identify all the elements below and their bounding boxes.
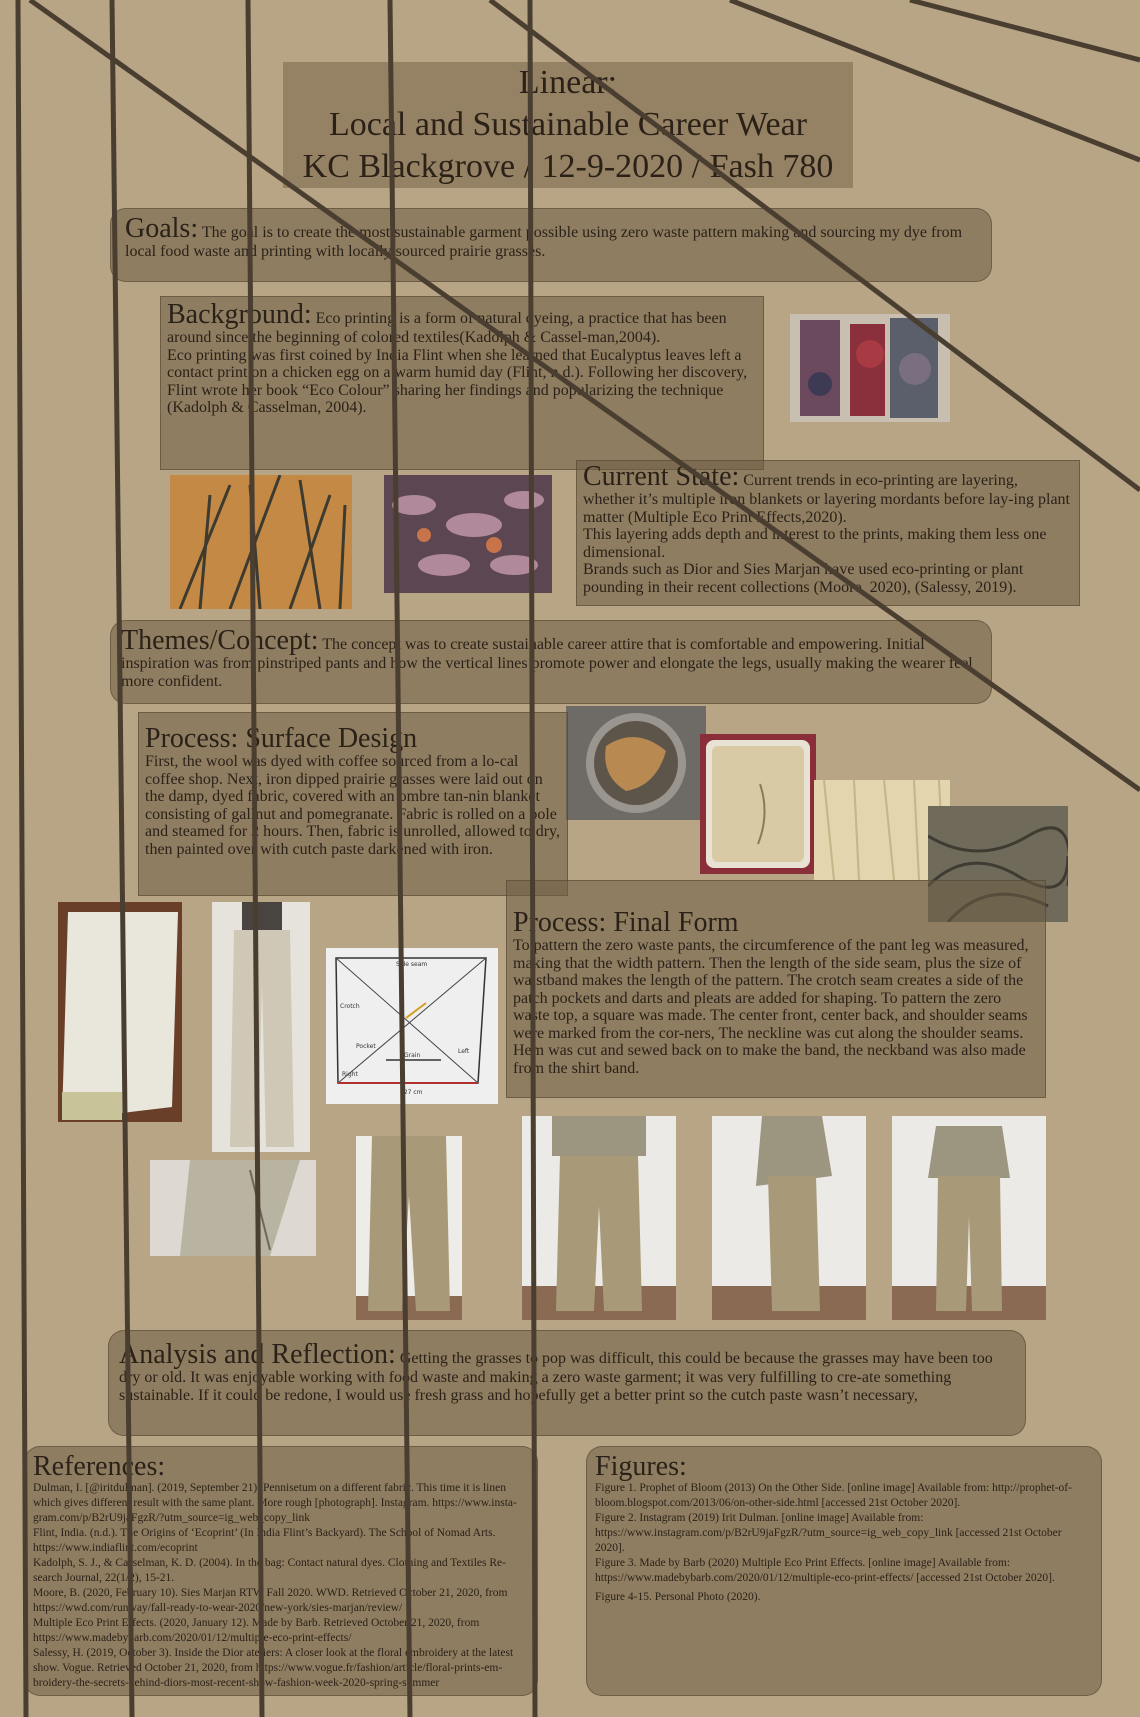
- outfit-back-photo: [892, 1116, 1046, 1320]
- dye-pot-photo: [566, 706, 706, 820]
- soaking-tray-photo: [700, 734, 816, 874]
- reference-item: Salessy, H. (2019, October 3). Inside the Dior ateliers: A closer look at the floral embroidery at the latest show. Vogue. Retrieved October 21, 2020, from https://www.vogue.fr/fashion/article/floral-prints-em-broidery-the-secrets-behind-diors-most-recent-show-fashion-week-2020-spring-summer: [33, 1647, 514, 1689]
- title-line-3: KC Blackgrove / 12-9-2020 / Fash 780: [302, 148, 834, 185]
- surface-design-heading: Process: Surface Design: [145, 723, 418, 754]
- figures-section: [586, 1446, 1102, 1696]
- poster-title: [283, 62, 853, 188]
- background-text-2: Eco printing was first coined by India Flint when she learned that Eucalyptus leaves left a contact print on a chicken egg on a warm humid day (Flint, n.d.). Following her discovery, Flint wrote her book “Eco Colour” sharing her findings and popularizing the technique (Kadolph & Casselman, 2004).: [167, 346, 748, 416]
- figures-heading: Figures:: [595, 1451, 687, 1482]
- goals-text: The goal is to create the most sustainable garment possible using zero waste pattern making and sourcing my dye from local food waste and printing with locally sourced prairie grasses.: [125, 224, 963, 260]
- pattern-label-side-seam: Side seam: [396, 961, 428, 968]
- figure-credit: Figure 2. Instagram (2019) Irit Dulman. [online image] Available from: https://www.instagram.com/p/B2rU9jaFgzR/?utm_source=ig_web_copy_link [accessed 21st October 2020].: [595, 1512, 1062, 1554]
- analysis-heading: Analysis and Reflection:: [119, 1339, 396, 1370]
- reference-item: Kadolph, S. J., & Casselman, K. D. (2004). In the bag: Contact natural dyes. Clothing and Textiles Re-search Journal, 22(1/2), 15-21.: [33, 1557, 506, 1584]
- pattern-label-pocket: Pocket: [356, 1043, 376, 1050]
- pattern-diagram: [326, 948, 498, 1104]
- pattern-label-width: 127 cm: [400, 1089, 423, 1096]
- final-form-section: [506, 880, 1046, 1098]
- final-form-text: To pattern the zero waste pants, the circumference of the pant leg was measured, making that the width pattern. Then the length of the side seam, plus the size of waistband makes the length of the pattern. The crotch seam creates a side of the patch pockets and darts and pleats are added for shaping. To pattern the zero waste top, a square was made. The center front, center back, and shoulder seams were marked from the cor-ners, The neckline was cut along the shoulder seams. Hem was cut and sewed back on to make the band, the neckband was also made from the shirt band.: [513, 937, 1029, 1077]
- pants-back-photo: [356, 1136, 462, 1320]
- figure-credit: Figure 3. Made by Barb (2020) Multiple Eco Print Effects. [online image] Available from: https://www.madebybarb.com/2020/01/12/multiple-eco-print-effects/ [accessed 21st October 2020].: [595, 1557, 1055, 1584]
- dyed-fabric-photo: [58, 902, 182, 1122]
- themes-heading: Themes/Concept:: [121, 625, 319, 656]
- current-state-text-1: Current trends in eco-printing are layering, whether it’s multiple iron blankets or layering mordants before lay-ing plant matter (Multiple Eco Print Effects,2020).: [583, 472, 1070, 526]
- analysis-section: [108, 1330, 1026, 1436]
- figure-credit: Figure 4-15. Personal Photo (2020).: [595, 1591, 761, 1603]
- pattern-label-grain: Grain: [404, 1052, 421, 1059]
- figure-2-photo: [170, 475, 352, 609]
- background-heading: Background:: [167, 299, 312, 330]
- current-state-text-2: This layering adds depth and interest to the prints, making them less one dimensional.: [583, 526, 1047, 561]
- themes-text: The concept was to create sustainable career attire that is comfortable and empowering. Initial inspiration was from pinstriped pants and how the vertical lines promote power and elongate the legs, usually making the wearer feel more confident.: [121, 636, 973, 690]
- themes-section: [110, 620, 992, 704]
- pocket-detail-photo: [150, 1160, 316, 1256]
- reference-item: Flint, India. (n.d.). The Origins of ‘Ecoprint’ (In India Flint’s Backyard). The School of Nomad Arts. https://www.indiaflint.com/ecoprint: [33, 1527, 496, 1554]
- outfit-side-photo: [712, 1116, 866, 1320]
- current-state-section: [576, 460, 1080, 606]
- goals-heading: Goals:: [125, 213, 199, 244]
- figure-credit: Figure 1. Prophet of Bloom (2013) On the Other Side. [online image] Available from: http://prophet-of-bloom.blogspot.com/2013/06/on-other-side.html [accessed 21st October 2020].: [595, 1482, 1072, 1509]
- pants-front-photo: [212, 902, 310, 1152]
- surface-design-text: First, the wool was dyed with coffee sourced from a lo-cal coffee shop. Next, iron dipped prairie grasses were laid out on the damp, dyed fabric, covered with an ombre tan-nin blanket consisting of gallnut and pomegranate. Fabric is rolled on a pole and steamed for 2 hours. Then, fabric is unrolled, allowed to dry, then painted over with cutch paste darkened with iron.: [145, 753, 560, 858]
- reference-item: Dulman, I. [@iritdulman]. (2019, September 21). Pennisetum on a different fabric. This time it is linen which gives different result with the same plant. More rough [photograph]. Instagram. https://www.insta-gram.com/p/B2rU9jaFgzR/?utm_source=ig_web_copy_link: [33, 1482, 517, 1524]
- background-text-1: Eco printing is a form of natural dyeing, a practice that has been around since the beginning of colored textiles(Kadolph & Cassel-man,2004).: [167, 310, 727, 346]
- references-section: [24, 1446, 538, 1696]
- pattern-label-crotch: Crotch: [340, 1003, 360, 1010]
- current-state-text-3: Brands such as Dior and Sies Marjan have used eco-printing or plant pounding in their recent collections (Moore, 2020), (Salessy, 2019).: [583, 561, 1024, 596]
- title-line-2: Local and Sustainable Career Wear: [328, 106, 808, 143]
- title-line-1: Linear:: [518, 64, 618, 101]
- background-section: [160, 296, 764, 470]
- goals-section: [110, 208, 992, 282]
- figure-1-photo: [790, 314, 950, 422]
- final-form-heading: Process: Final Form: [513, 907, 739, 938]
- analysis-text: Getting the grasses to pop was difficult, this could be because the grasses may have been too dry or old. It was enjoyable working with food waste and making a zero waste garment; it was very fulfilling to cre-ate something sustainable. If it could be redone, I would use fresh grass and hopefully get a better print so the cutch paste wasn’t necessary,: [119, 1350, 993, 1404]
- reference-item: Moore, B. (2020, February 10). Sies Marjan RTW Fall 2020. WWD. Retrieved October 21, 2020, from https://wwd.com/runway/fall-ready-to-wear-2020/new-york/sies-marjan/review/: [33, 1587, 508, 1614]
- surface-design-section: [138, 712, 568, 896]
- reference-item: Multiple Eco Print Effects. (2020, January 12). Made by Barb. Retrieved October 21, 2020, from https://www.madebybarb.com/2020/01/12/multiple-eco-print-effects/: [33, 1617, 480, 1644]
- pattern-label-right: Right: [342, 1071, 358, 1078]
- references-heading: References:: [33, 1451, 166, 1482]
- current-state-heading: Current State:: [583, 461, 740, 492]
- outfit-front-photo: [522, 1116, 676, 1320]
- figure-3-photo: [384, 475, 552, 593]
- pattern-label-left: Left: [458, 1048, 470, 1055]
